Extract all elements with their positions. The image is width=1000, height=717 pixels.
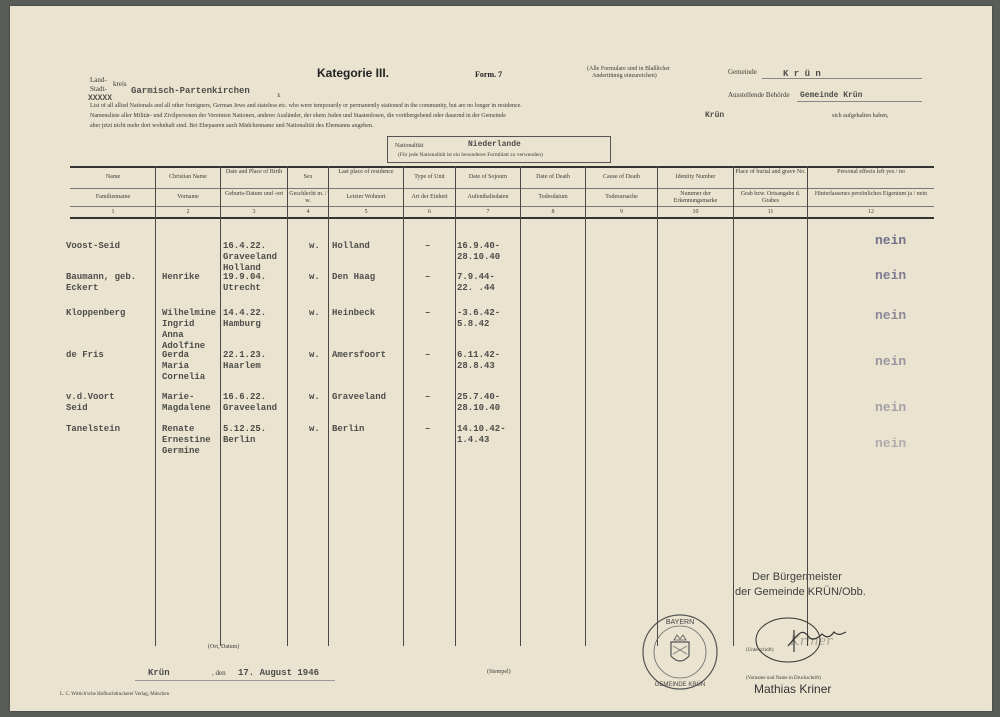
col-header-12-en: Personal effects left yes / no [837, 169, 905, 175]
cell-effects: nein [875, 268, 907, 283]
col-header-11-de: Grab bzw. Ortsangabe d. Grabes [740, 191, 801, 204]
cell-residence: Heinbeck [332, 308, 376, 318]
cell-name: Tanelstein [66, 424, 121, 434]
cell-sex: w. [309, 241, 320, 251]
municipal-seal [640, 612, 720, 692]
col-header-3-en: Date and Place of Birth [225, 169, 283, 175]
land-label: Land- [90, 76, 107, 84]
seal-bottom-text: GEMEINDE KRÜN [654, 682, 706, 688]
seal-top-text: BAYERN [665, 619, 695, 626]
cell-first: Gerda Maria Cornelia [162, 350, 206, 382]
col-header-7-en: Date of Sojourn [468, 174, 508, 180]
cell-first: Renate Ernestine Germine [162, 424, 211, 456]
behoerde-label: Ausstellende Behörde [728, 91, 790, 99]
cell-birth: 19.9.04. Utrecht [223, 272, 267, 293]
col-header-7-de: Aufenthaltsdaten [467, 194, 509, 200]
stadt-label: Stadt- [90, 85, 107, 93]
cell-name: v.d.Voort Seid [66, 392, 115, 413]
col-header-8-de: Todesdatum [538, 194, 568, 200]
name-print-label: (Vorname und Name in Druckschrift) [746, 676, 821, 681]
footer-date: 17. August 1946 [238, 668, 320, 678]
cell-name: Kloppenberg [66, 308, 126, 318]
col-header-5-num: 5 [364, 209, 368, 215]
mayor-name: Mathias Kriner [754, 682, 832, 696]
cell-sojourn: -3.6.42- 5.8.42 [457, 308, 501, 329]
col-header-1-en: Name [105, 174, 121, 180]
col-header-9-en: Cause of Death [603, 174, 640, 180]
nationality-note: (Für jede Nationalität ist ein besonderes Formblatt zu verwenden) [398, 152, 543, 158]
nationality-box [387, 136, 611, 163]
cell-residence: Berlin [332, 424, 365, 434]
cell-sojourn: 14.10.42- 1.4.43 [457, 424, 506, 445]
cell-effects: nein [875, 354, 907, 369]
kreis-value: Garmisch-Partenkirchen [131, 86, 250, 96]
cell-birth: 14.4.22. Hamburg [223, 308, 267, 329]
col-header-8-en: Date of Death [536, 174, 570, 180]
cell-name: Voost-Seid [66, 241, 121, 251]
xxxxx-mark: XXXXX [88, 94, 113, 103]
col-header-11-en: Place of burial and grave No. [735, 169, 806, 175]
intro-line-2: Namensliste aller Militär- und Zivilpersonen der Vereinten Nationen, anderer Ausländer, der ehem Juden und Staatenlosen, die vorübergehend oder dauernd in der Gemeinde [90, 113, 506, 119]
cell-name: de Fris [66, 350, 104, 360]
footer-den: , den [212, 669, 226, 677]
cell-first: Wilhelmine Ingrid Anna Adolfine [162, 308, 217, 351]
cell-unit: – [425, 424, 431, 434]
col-header-6-de: Art der Einheit [411, 194, 448, 200]
printer-note: L. C. Wittich'sche Hofbuchdruckerei Verlag, München [60, 692, 170, 697]
intro-place: Krün [705, 111, 725, 120]
col-header-9-num: 9 [620, 209, 623, 215]
col-header-3-de: Geburts-Datum und -ort [225, 191, 283, 197]
mayor-stamp-line-2: der Gemeinde KRÜN/Obb. [735, 586, 866, 598]
cell-sojourn: 16.9.40- 28.10.40 [457, 241, 501, 262]
cell-unit: – [425, 350, 431, 360]
cell-effects: nein [875, 233, 907, 248]
cell-birth: 22.1.23. Haarlem [223, 350, 267, 371]
col-header-4-num: 4 [306, 209, 310, 215]
gemeinde-label: Gemeinde [728, 68, 757, 76]
cell-effects: nein [875, 308, 907, 323]
intro-tail: sich aufgehalten haben, [832, 113, 889, 119]
cell-unit: – [425, 241, 431, 251]
unterschrift-label: (Unterschrift) [746, 648, 774, 653]
col-header-2-de: Vorname [177, 194, 199, 200]
col-header-1-de: Familienname [95, 194, 131, 200]
col-header-7-num: 7 [486, 209, 490, 215]
cell-sojourn: 6.11.42- 28.8.43 [457, 350, 501, 371]
note-line-2: Anderttümig einzureichen) [592, 73, 657, 79]
col-header-10-de: Nummer der Erkennungsmarke [673, 191, 718, 204]
document-sheet [10, 6, 992, 711]
col-header-12-de: Hinterlassenes persönliches Eigentum ja / nein [814, 191, 928, 197]
nationality-value: Niederlande [468, 140, 521, 149]
footer-place: Krün [148, 668, 170, 678]
cell-sex: w. [309, 392, 320, 402]
col-header-5-en: Last place of residence [338, 169, 394, 175]
col-header-2-en: Christian Name [169, 174, 207, 180]
cell-unit: – [425, 308, 431, 318]
col-header-5-de: Letzter Wohnort [346, 194, 386, 200]
cell-first: Marie- Magdalene [162, 392, 211, 413]
page-title: Kategorie III. [317, 66, 390, 80]
col-header-10-num: 10 [692, 209, 699, 215]
col-header-4-de: Geschlecht m. / w. [289, 191, 327, 204]
cell-residence: Graveeland [332, 392, 387, 402]
signature-text: Kriner [790, 634, 833, 649]
form-number: Form. 7 [475, 70, 503, 79]
cell-sex: w. [309, 308, 320, 318]
cell-birth: 5.12.25. Berlin [223, 424, 267, 445]
col-header-6-num: 6 [428, 209, 431, 215]
col-header-11-num: 11 [767, 209, 774, 215]
intro-line-1: List of all allied Nationals and all other foreigners, German Jews and stateless etc. who were temporarily or permanently stationed in the community, but are no longer in residence. [90, 103, 522, 109]
cell-unit: – [425, 392, 431, 402]
behoerde-value: Gemeinde Krün [800, 91, 863, 100]
cell-birth: 16.4.22. Graveeland Holland [223, 241, 278, 273]
cell-name: Baumann, geb. Eckert [66, 272, 137, 293]
cell-sex: w. [309, 272, 320, 282]
col-header-12-num: 12 [868, 209, 874, 215]
cell-residence: Holland [332, 241, 370, 251]
col-header-9-de: Todesursache [605, 194, 638, 200]
col-header-10-en: Identity Number [675, 174, 716, 180]
col-header-8-num: 8 [551, 209, 555, 215]
col-header-3-num: 3 [252, 209, 256, 215]
cell-effects: nein [875, 436, 907, 451]
cell-residence: Den Haag [332, 272, 376, 282]
cell-residence: Amersfoort [332, 350, 387, 360]
cell-sex: w. [309, 424, 320, 434]
col-header-1-num: 1 [111, 209, 115, 215]
col-header-6-en: Type of Unit [414, 174, 445, 180]
mayor-stamp-line-1: Der Bürgermeister [752, 571, 842, 583]
col-header-2-num: 2 [186, 209, 190, 215]
nationality-label: Nationalität [395, 143, 424, 149]
cell-sex: w. [309, 350, 320, 360]
ortsdatum-label: (Ort, Datum) [208, 644, 240, 650]
kreis-label: kreis [113, 80, 127, 88]
intro-line-3: aber jetzt nicht mehr dort wohnhaft sind. Bei Ehepaaren auch Mädchenname und Nationalität des Ehemanns angeben. [90, 123, 374, 129]
cell-sojourn: 7.9.44- 22. .44 [457, 272, 495, 293]
stempel-label: (Stempel) [487, 669, 511, 675]
gemeinde-value: K r ü n [783, 69, 821, 79]
cell-birth: 16.6.22. Graveeland [223, 392, 278, 413]
note-line-1: (Alle Formulare sind in Blaßlicher [587, 66, 670, 72]
cross-mark: x [277, 91, 281, 99]
cell-effects: nein [875, 400, 907, 415]
cell-sojourn: 25.7.40- 28.10.40 [457, 392, 501, 413]
cell-unit: – [425, 272, 431, 282]
col-header-4-en: Sex [303, 174, 313, 180]
cell-first: Henrike [162, 272, 200, 282]
